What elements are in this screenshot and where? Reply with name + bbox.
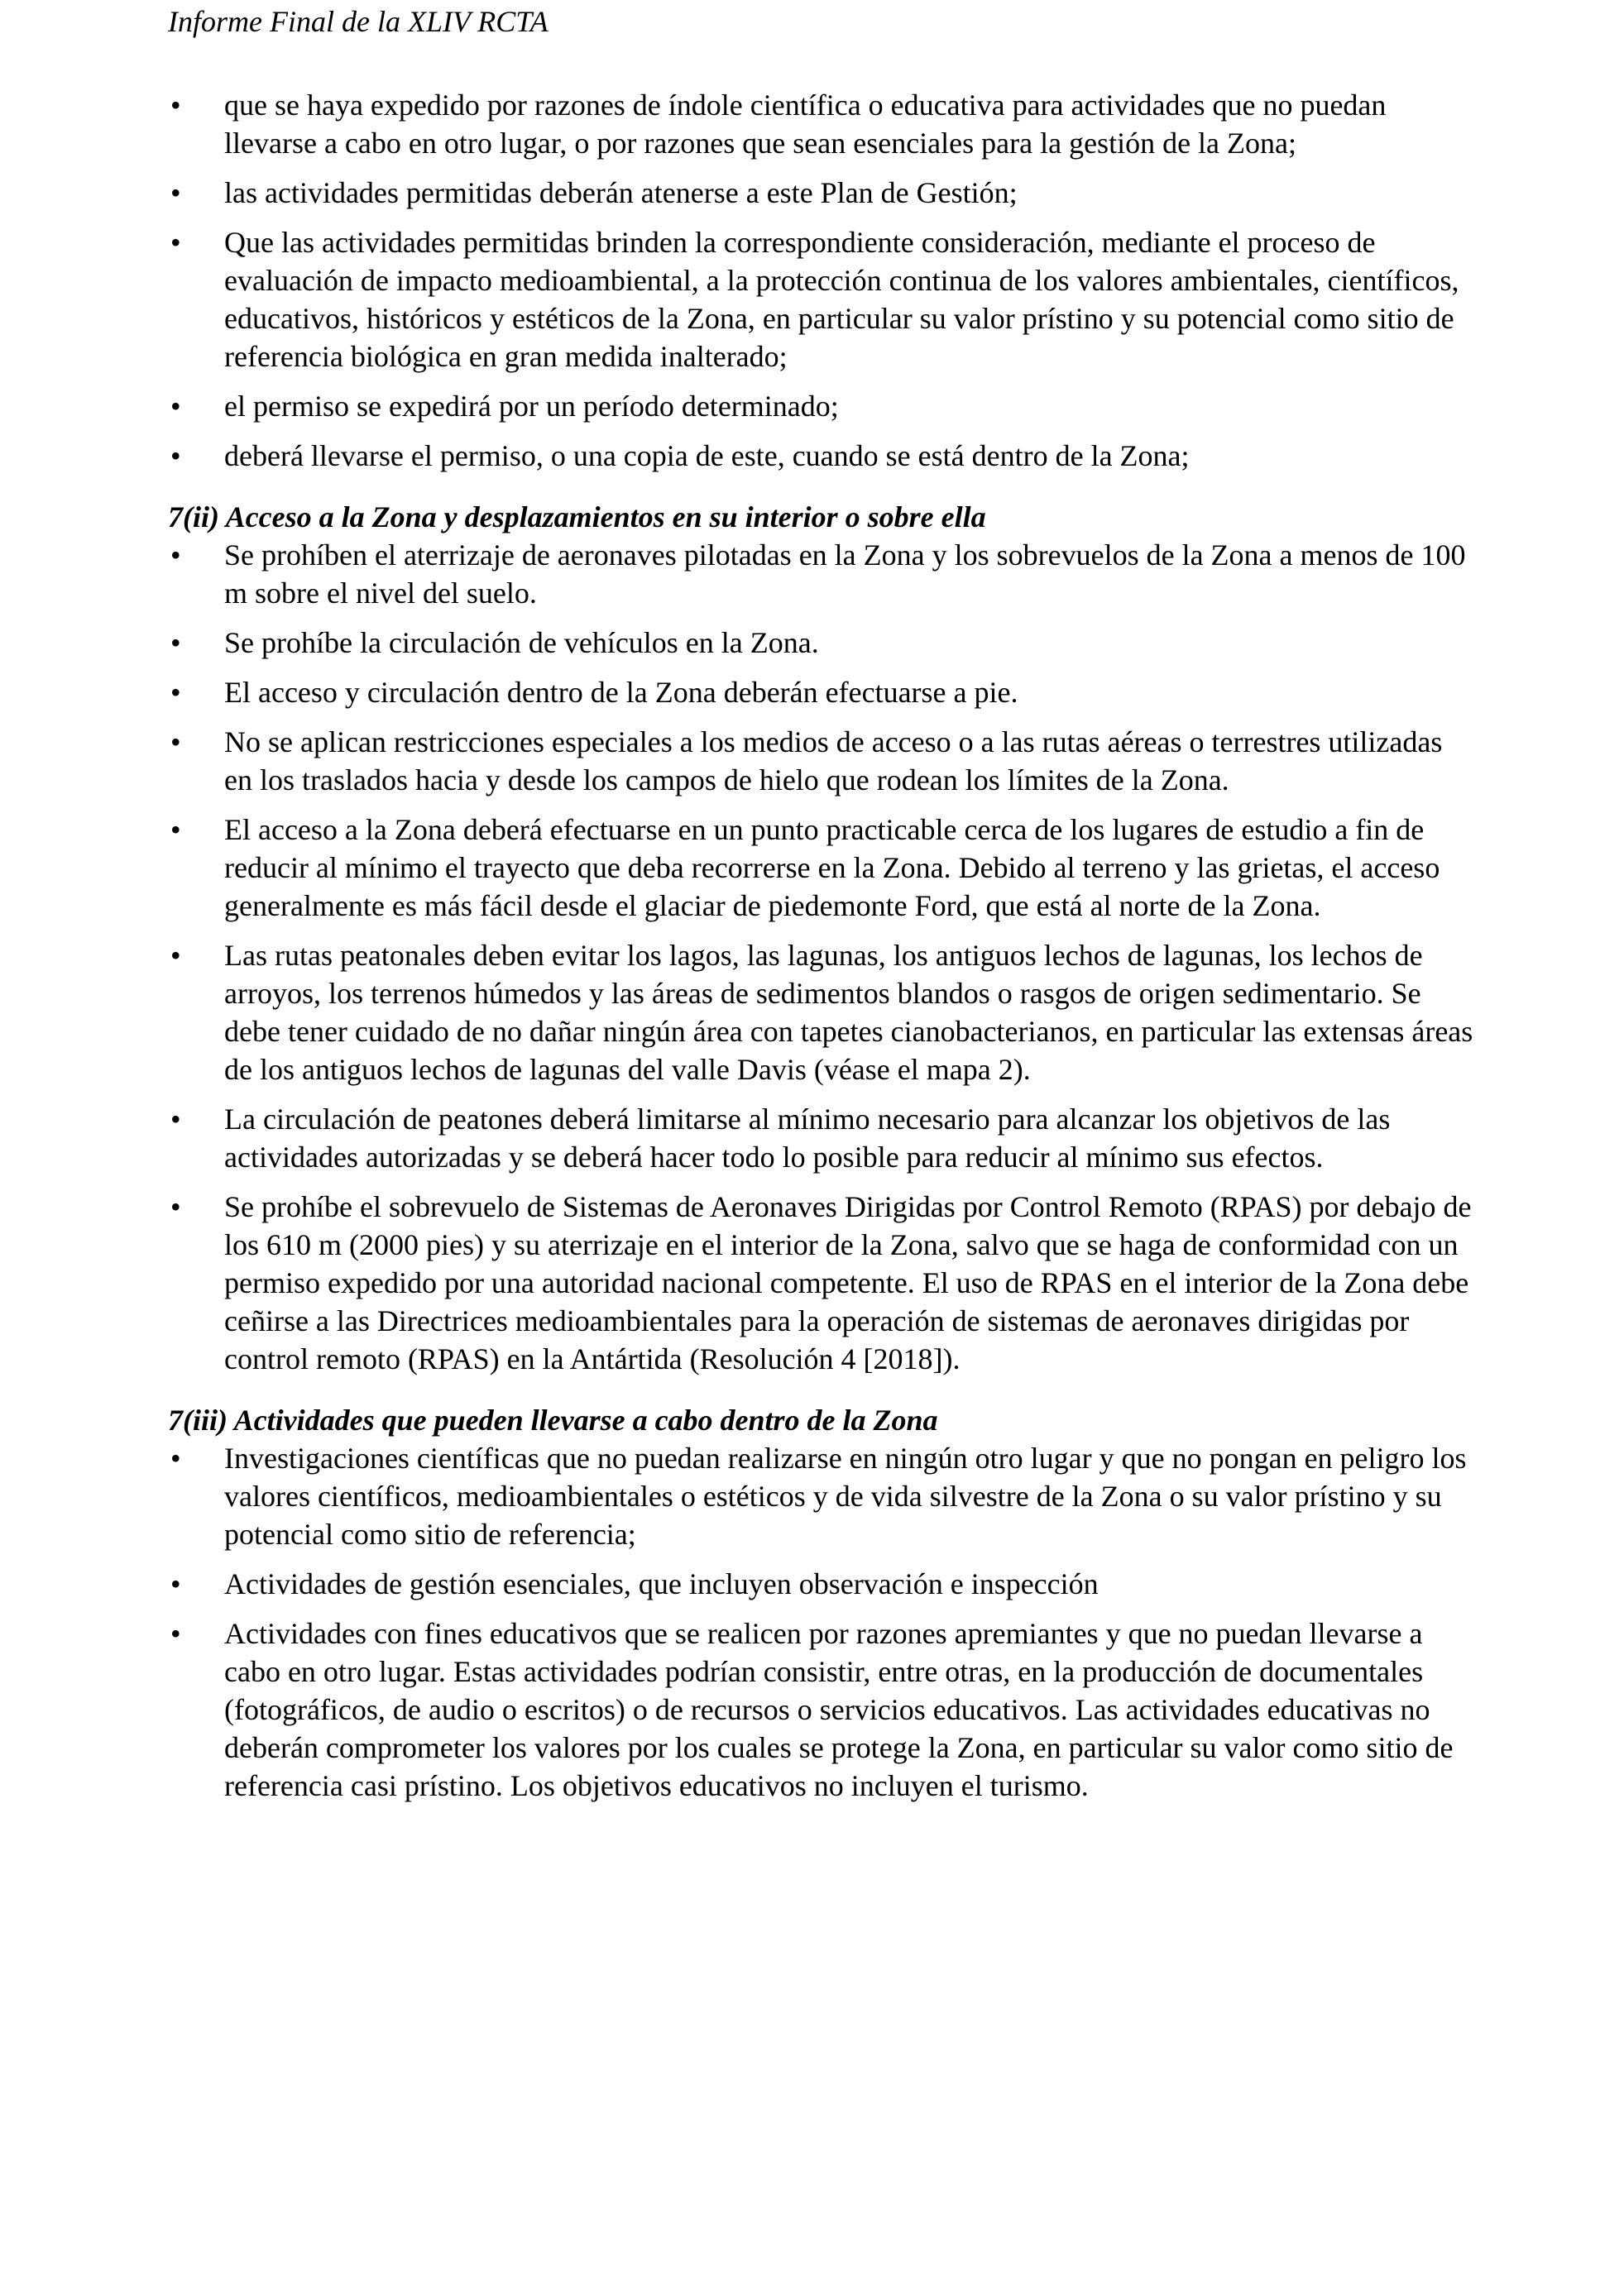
list-item: • Se prohíbe el sobrevuelo de Sistemas de Aeronaves Dirigidas por Control Remoto (RPAS) por debajo de los 610 m (2000 pies) y su aterrizaje en el interior de la Zona, salvo que se haga de conformidad con un permiso expedido por una autoridad nacional competente. El uso de RPAS en el interior de la Zona debe ceñirse a las Directrices medioambientales para la operación de sistemas de aeronaves dirigidas por control remoto (RPAS) en la Antártida (Resolución 4 [2018]). (168, 1188, 1475, 1378)
list-item: • No se aplican restricciones especiales a los medios de acceso o a las rutas aéreas o terrestres utilizadas en los traslados hacia y desde los campos de hielo que rodean los límites de la Zona. (168, 723, 1475, 799)
list-item: • Que las actividades permitidas brinden la correspondiente consideración, mediante el proceso de evaluación de impacto medioambiental, a la protección continua de los valores ambientales, científicos, educativos, históricos y estéticos de la Zona, en particular su valor prístino y su potencial como sitio de referencia biológica en gran medida inalterado; (168, 223, 1475, 375)
list-item: • Las rutas peatonales deben evitar los lagos, las lagunas, los antiguos lechos de lagunas, los lechos de arroyos, los terrenos húmedos y las áreas de sedimentos blandos o rasgos de origen sedimentario. Se debe tener cuidado de no dañar ningún área con tapetes cianobacterianos, en particular las extensas áreas de los antiguos lechos de lagunas del valle Davis (véase el mapa 2). (168, 936, 1475, 1088)
list-item: • La circulación de peatones deberá limitarse al mínimo necesario para alcanzar los objetivos de las actividades autorizadas y se deberá hacer todo lo posible para reducir al mínimo sus efectos. (168, 1100, 1475, 1176)
list-item: • El acceso y circulación dentro de la Zona deberán efectuarse a pie. (168, 673, 1475, 711)
section-heading-access: 7(ii) Acceso a la Zona y desplazamientos en su interior o sobre ella (168, 500, 986, 533)
list-item: • Se prohíbe la circulación de vehículos en la Zona. (168, 624, 1475, 662)
section-heading-activities: 7(iii) Actividades que pueden llevarse a cabo dentro de la Zona (168, 1404, 938, 1437)
list-item: • que se haya expedido por razones de índole científica o educativa para actividades que no puedan llevarse a cabo en otro lugar, o por razones que sean esenciales para la gestión de la Zona; (168, 86, 1475, 162)
list-item: • Se prohíben el aterrizaje de aeronaves pilotadas en la Zona y los sobrevuelos de la Zona a menos de 100 m sobre el nivel del suelo. (168, 536, 1475, 612)
running-header: Informe Final de la XLIV RCTA (168, 5, 549, 38)
list-item: • El acceso a la Zona deberá efectuarse en un punto practicable cerca de los lugares de estudio a fin de reducir al mínimo el trayecto que deba recorrerse en la Zona. Debido al terreno y las grietas, el acceso generalmente es más fácil desde el glaciar de piedemonte Ford, que está al norte de la Zona. (168, 811, 1475, 925)
permitted-activities-list (168, 1439, 1475, 1805)
list-item: • Actividades con fines educativos que se realicen por razones apremiantes y que no puedan llevarse a cabo en otro lugar. Estas actividades podrían consistir, entre otras, en la producción de documentales (fotográficos, de audio o escritos) o de recursos o servicios educativos. Las actividades educativas no deberán comprometer los valores por los cuales se protege la Zona, en particular su valor como sitio de referencia casi prístino. Los objetivos educativos no incluyen el turismo. (168, 1614, 1475, 1805)
permit-conditions-list (168, 86, 1475, 475)
list-item: • Investigaciones científicas que no puedan realizarse en ningún otro lugar y que no pongan en peligro los valores científicos, medioambientales o estéticos y de vida silvestre de la Zona o su valor prístino y su potencial como sitio de referencia; (168, 1439, 1475, 1553)
list-item: • las actividades permitidas deberán atenerse a este Plan de Gestión; (168, 174, 1475, 212)
list-item: • Actividades de gestión esenciales, que incluyen observación e inspección (168, 1565, 1475, 1603)
list-item: • deberá llevarse el permiso, o una copia de este, cuando se está dentro de la Zona; (168, 437, 1475, 475)
access-rules-list (168, 536, 1475, 1378)
list-item: • el permiso se expedirá por un período determinado; (168, 387, 1475, 425)
document-body (168, 86, 1475, 1816)
